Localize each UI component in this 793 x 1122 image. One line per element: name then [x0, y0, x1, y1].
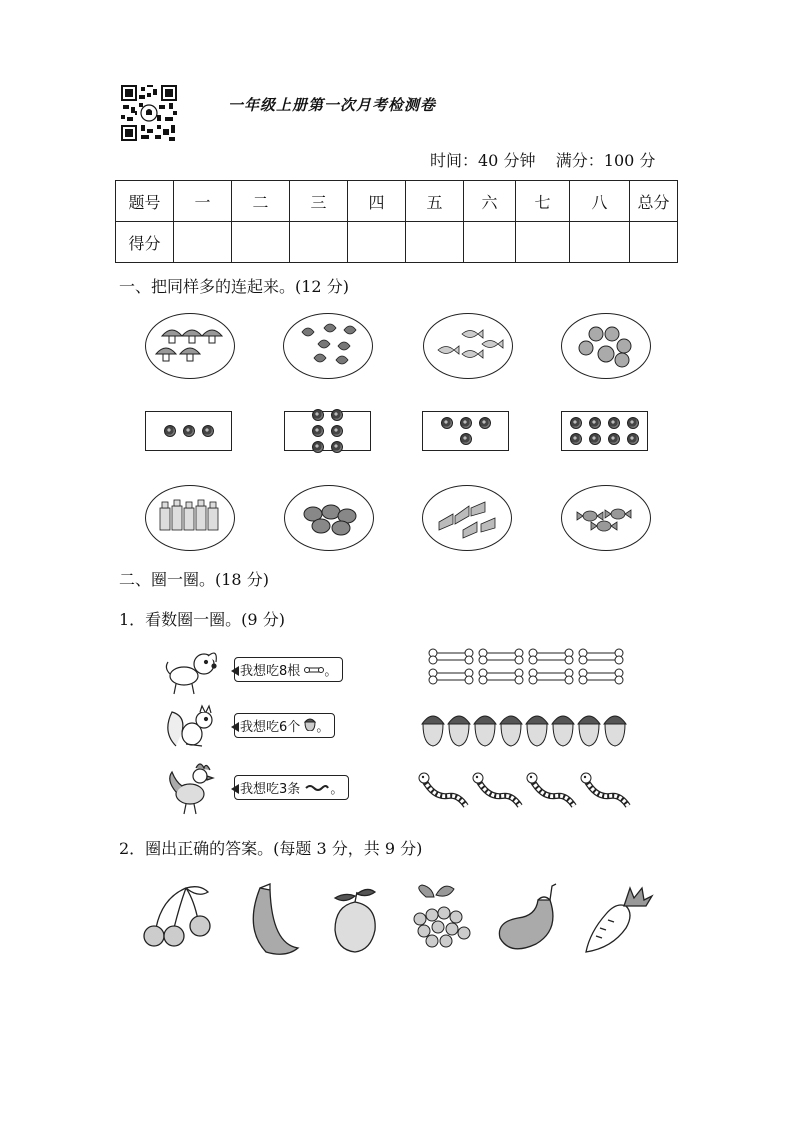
- score-cell[interactable]: [630, 222, 678, 263]
- dot-box-3[interactable]: [145, 411, 232, 451]
- acorn-icon: [604, 716, 626, 746]
- qr-code: [121, 85, 177, 141]
- squirrel-icon: [162, 702, 222, 752]
- acorn-icon: [578, 716, 600, 746]
- exam-meta: [430, 148, 655, 171]
- radish-icon[interactable]: [578, 884, 654, 956]
- dot: [312, 441, 324, 453]
- cell-q5: 五: [406, 181, 464, 222]
- worm-icon: [581, 773, 628, 806]
- cell-q8: 八: [570, 181, 630, 222]
- oval-candies[interactable]: [561, 485, 651, 551]
- oval-bottles[interactable]: [145, 485, 235, 551]
- bubble-text: 我想吃3条: [240, 782, 301, 797]
- cell-q4: 四: [348, 181, 406, 222]
- worm-group[interactable]: [418, 766, 632, 810]
- score-cell[interactable]: [348, 222, 406, 263]
- cell-q6: 六: [464, 181, 516, 222]
- mushroom-icon: [146, 314, 234, 378]
- dot: [589, 433, 601, 445]
- dot: [570, 417, 582, 429]
- bone-icon: [479, 669, 523, 684]
- worm-icon: [304, 783, 330, 793]
- apple-icon: [562, 314, 650, 378]
- potato-icon: [285, 486, 373, 550]
- bone-icon: [304, 665, 324, 675]
- cherries-icon[interactable]: [138, 884, 218, 954]
- oval-mushrooms[interactable]: [145, 313, 235, 379]
- cell-q7: 七: [516, 181, 570, 222]
- dot-box-6[interactable]: [284, 411, 371, 451]
- bone-icon: [579, 669, 623, 684]
- speech-bubble-squirrel: 我想吃6个 。: [234, 713, 335, 738]
- rooster-icon: [162, 760, 222, 816]
- dot: [589, 417, 601, 429]
- speech-bubble-dog: 我想吃8根 。: [234, 657, 343, 682]
- bone-icon: [429, 649, 473, 664]
- dog-icon: [162, 644, 222, 696]
- score-cell[interactable]: [232, 222, 290, 263]
- full-score: 满分：100 分: [555, 151, 656, 170]
- bottle-icon: [146, 486, 234, 550]
- acorn-icon: [448, 716, 470, 746]
- dot: [627, 417, 639, 429]
- leaf-icon: [284, 314, 372, 378]
- bone-group[interactable]: [428, 647, 628, 687]
- score-cell[interactable]: [406, 222, 464, 263]
- oval-potatoes[interactable]: [284, 485, 374, 551]
- cake-icon: [423, 486, 511, 550]
- worm-icon: [419, 773, 466, 806]
- banana-icon[interactable]: [240, 882, 304, 958]
- score-cell[interactable]: [464, 222, 516, 263]
- acorn-icon: [552, 716, 574, 746]
- score-cell[interactable]: [570, 222, 630, 263]
- score-cell[interactable]: [174, 222, 232, 263]
- dot: [460, 417, 472, 429]
- acorn-icon: [304, 717, 316, 731]
- acorn-icon: [500, 716, 522, 746]
- oval-fish[interactable]: [423, 313, 513, 379]
- score-table-header-row: [116, 181, 678, 222]
- acorn-icon: [474, 716, 496, 746]
- bone-icon: [429, 669, 473, 684]
- dot: [312, 425, 324, 437]
- exam-title: 一年级上册第一次月考检测卷: [228, 96, 437, 114]
- worm-icon: [527, 773, 574, 806]
- cell-q2: 二: [232, 181, 290, 222]
- bone-icon: [529, 649, 573, 664]
- score-cell[interactable]: [516, 222, 570, 263]
- acorn-icon: [422, 716, 444, 746]
- bubble-text: 我想吃8根: [240, 664, 301, 679]
- dot: [441, 417, 453, 429]
- dot-box-8[interactable]: [561, 411, 648, 451]
- cell-q1: 一: [174, 181, 232, 222]
- acorn-icon: [526, 716, 548, 746]
- score-cell[interactable]: [290, 222, 348, 263]
- dot: [608, 417, 620, 429]
- dot: [202, 425, 214, 437]
- dot: [331, 425, 343, 437]
- dot: [479, 417, 491, 429]
- cell-score-label: 得分: [116, 222, 174, 263]
- q2-heading: 2．圈出正确的答案。(每题 3 分，共 9 分): [119, 839, 423, 858]
- section2-heading: 二、圈一圈。(18 分): [119, 570, 269, 589]
- worm-icon: [473, 773, 520, 806]
- bone-icon: [579, 649, 623, 664]
- dot: [331, 441, 343, 453]
- bone-icon: [529, 669, 573, 684]
- q1-heading: 1．看数圈一圈。(9 分): [119, 610, 285, 629]
- time-limit: 时间：40 分钟: [430, 151, 536, 170]
- orange-icon[interactable]: [327, 884, 383, 954]
- oval-apples[interactable]: [561, 313, 651, 379]
- dot: [183, 425, 195, 437]
- bone-icon: [479, 649, 523, 664]
- fish-icon: [424, 314, 512, 378]
- dot: [570, 433, 582, 445]
- acorn-group[interactable]: [420, 708, 636, 748]
- cell-label: 题号: [116, 181, 174, 222]
- score-table-score-row: [116, 222, 678, 263]
- score-table: [115, 180, 678, 263]
- dot: [331, 409, 343, 421]
- dot: [164, 425, 176, 437]
- dot-box-4[interactable]: [422, 411, 509, 451]
- dot: [460, 433, 472, 445]
- bubble-text: 我想吃6个: [240, 720, 301, 735]
- section1-heading: 一、把同样多的连起来。(12 分): [119, 277, 349, 296]
- dot: [312, 409, 324, 421]
- cell-total: 总分: [630, 181, 678, 222]
- oval-leaves[interactable]: [283, 313, 373, 379]
- dot: [608, 433, 620, 445]
- grapes-icon[interactable]: [406, 883, 476, 951]
- candy-icon: [562, 486, 650, 550]
- dot: [627, 433, 639, 445]
- oval-cakes[interactable]: [422, 485, 512, 551]
- cell-q3: 三: [290, 181, 348, 222]
- speech-bubble-rooster: 我想吃3条 。: [234, 775, 349, 800]
- eggplant-icon[interactable]: [494, 880, 564, 954]
